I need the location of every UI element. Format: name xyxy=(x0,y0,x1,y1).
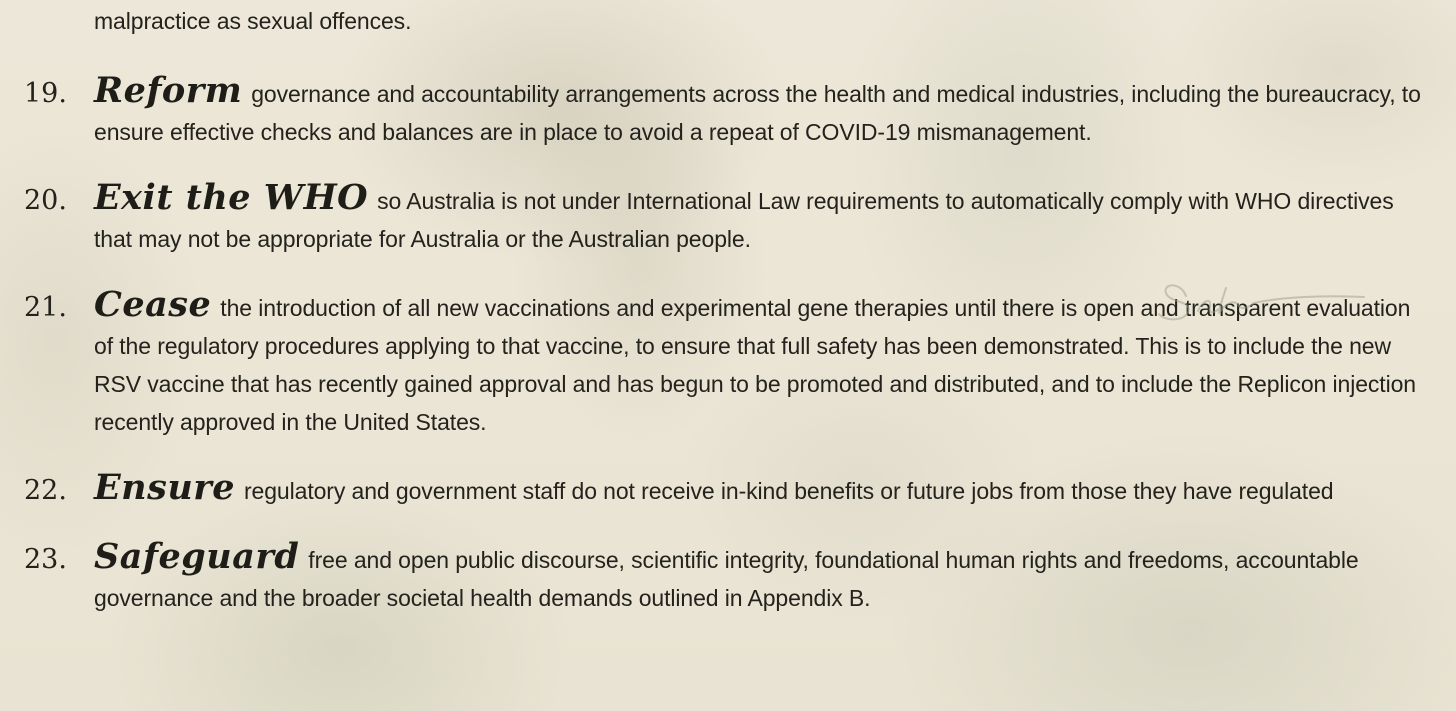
item-number: 21. xyxy=(24,292,67,323)
item-text xyxy=(94,72,1456,151)
item-text xyxy=(94,538,1456,617)
item-lead-word: Cease xyxy=(94,284,212,325)
item-number: 22. xyxy=(24,475,67,506)
item-body-text: free and open public discourse, scientific integrity, foundational human rights and freedoms, accountable governance and the broader societal health demands outlined in Appendix B. xyxy=(94,547,1359,611)
item-text xyxy=(94,286,1456,441)
item-body-text: governance and accountability arrangements across the health and medical industries, including the bureaucracy, to ensure effective checks and balances are in place to avoid a repeat of COVID-19 mismanagement. xyxy=(94,81,1421,145)
item-number: 23. xyxy=(24,544,67,575)
list-item-19 xyxy=(0,72,1456,151)
item-number: 19. xyxy=(24,78,67,109)
item-number: 20. xyxy=(24,185,67,216)
item-text xyxy=(94,469,1456,510)
list-item-21 xyxy=(0,286,1456,441)
item-lead-word: Exit the WHO xyxy=(94,177,369,218)
item-body-text: regulatory and government staff do not receive in-kind benefits or future jobs from those they have regulated xyxy=(243,478,1334,504)
carryover-text-line: malpractice as sexual offences. xyxy=(94,8,412,34)
item-lead-word: Reform xyxy=(94,70,243,111)
item-lead-word: Safeguard xyxy=(94,536,300,577)
item-lead-word: Ensure xyxy=(94,467,235,508)
list-item-20 xyxy=(0,179,1456,258)
numbered-list xyxy=(0,72,1456,617)
list-item-22 xyxy=(0,469,1456,510)
item-text xyxy=(94,179,1456,258)
item-body-text: the introduction of all new vaccinations and experimental gene therapies until there is open and transparent evaluation of the regulatory procedures applying to that vaccine, to ensure that full safety has been demonstrated. This is to include the new RSV vaccine that has recently gained approval and has begun to be promoted and distributed, and to include the Replicon injection recently approved in the United States. xyxy=(94,295,1416,435)
item-body-text: so Australia is not under International Law requirements to automatically comply with WHO directives that may not be appropriate for Australia or the Australian people. xyxy=(94,188,1394,252)
list-item-23 xyxy=(0,538,1456,617)
